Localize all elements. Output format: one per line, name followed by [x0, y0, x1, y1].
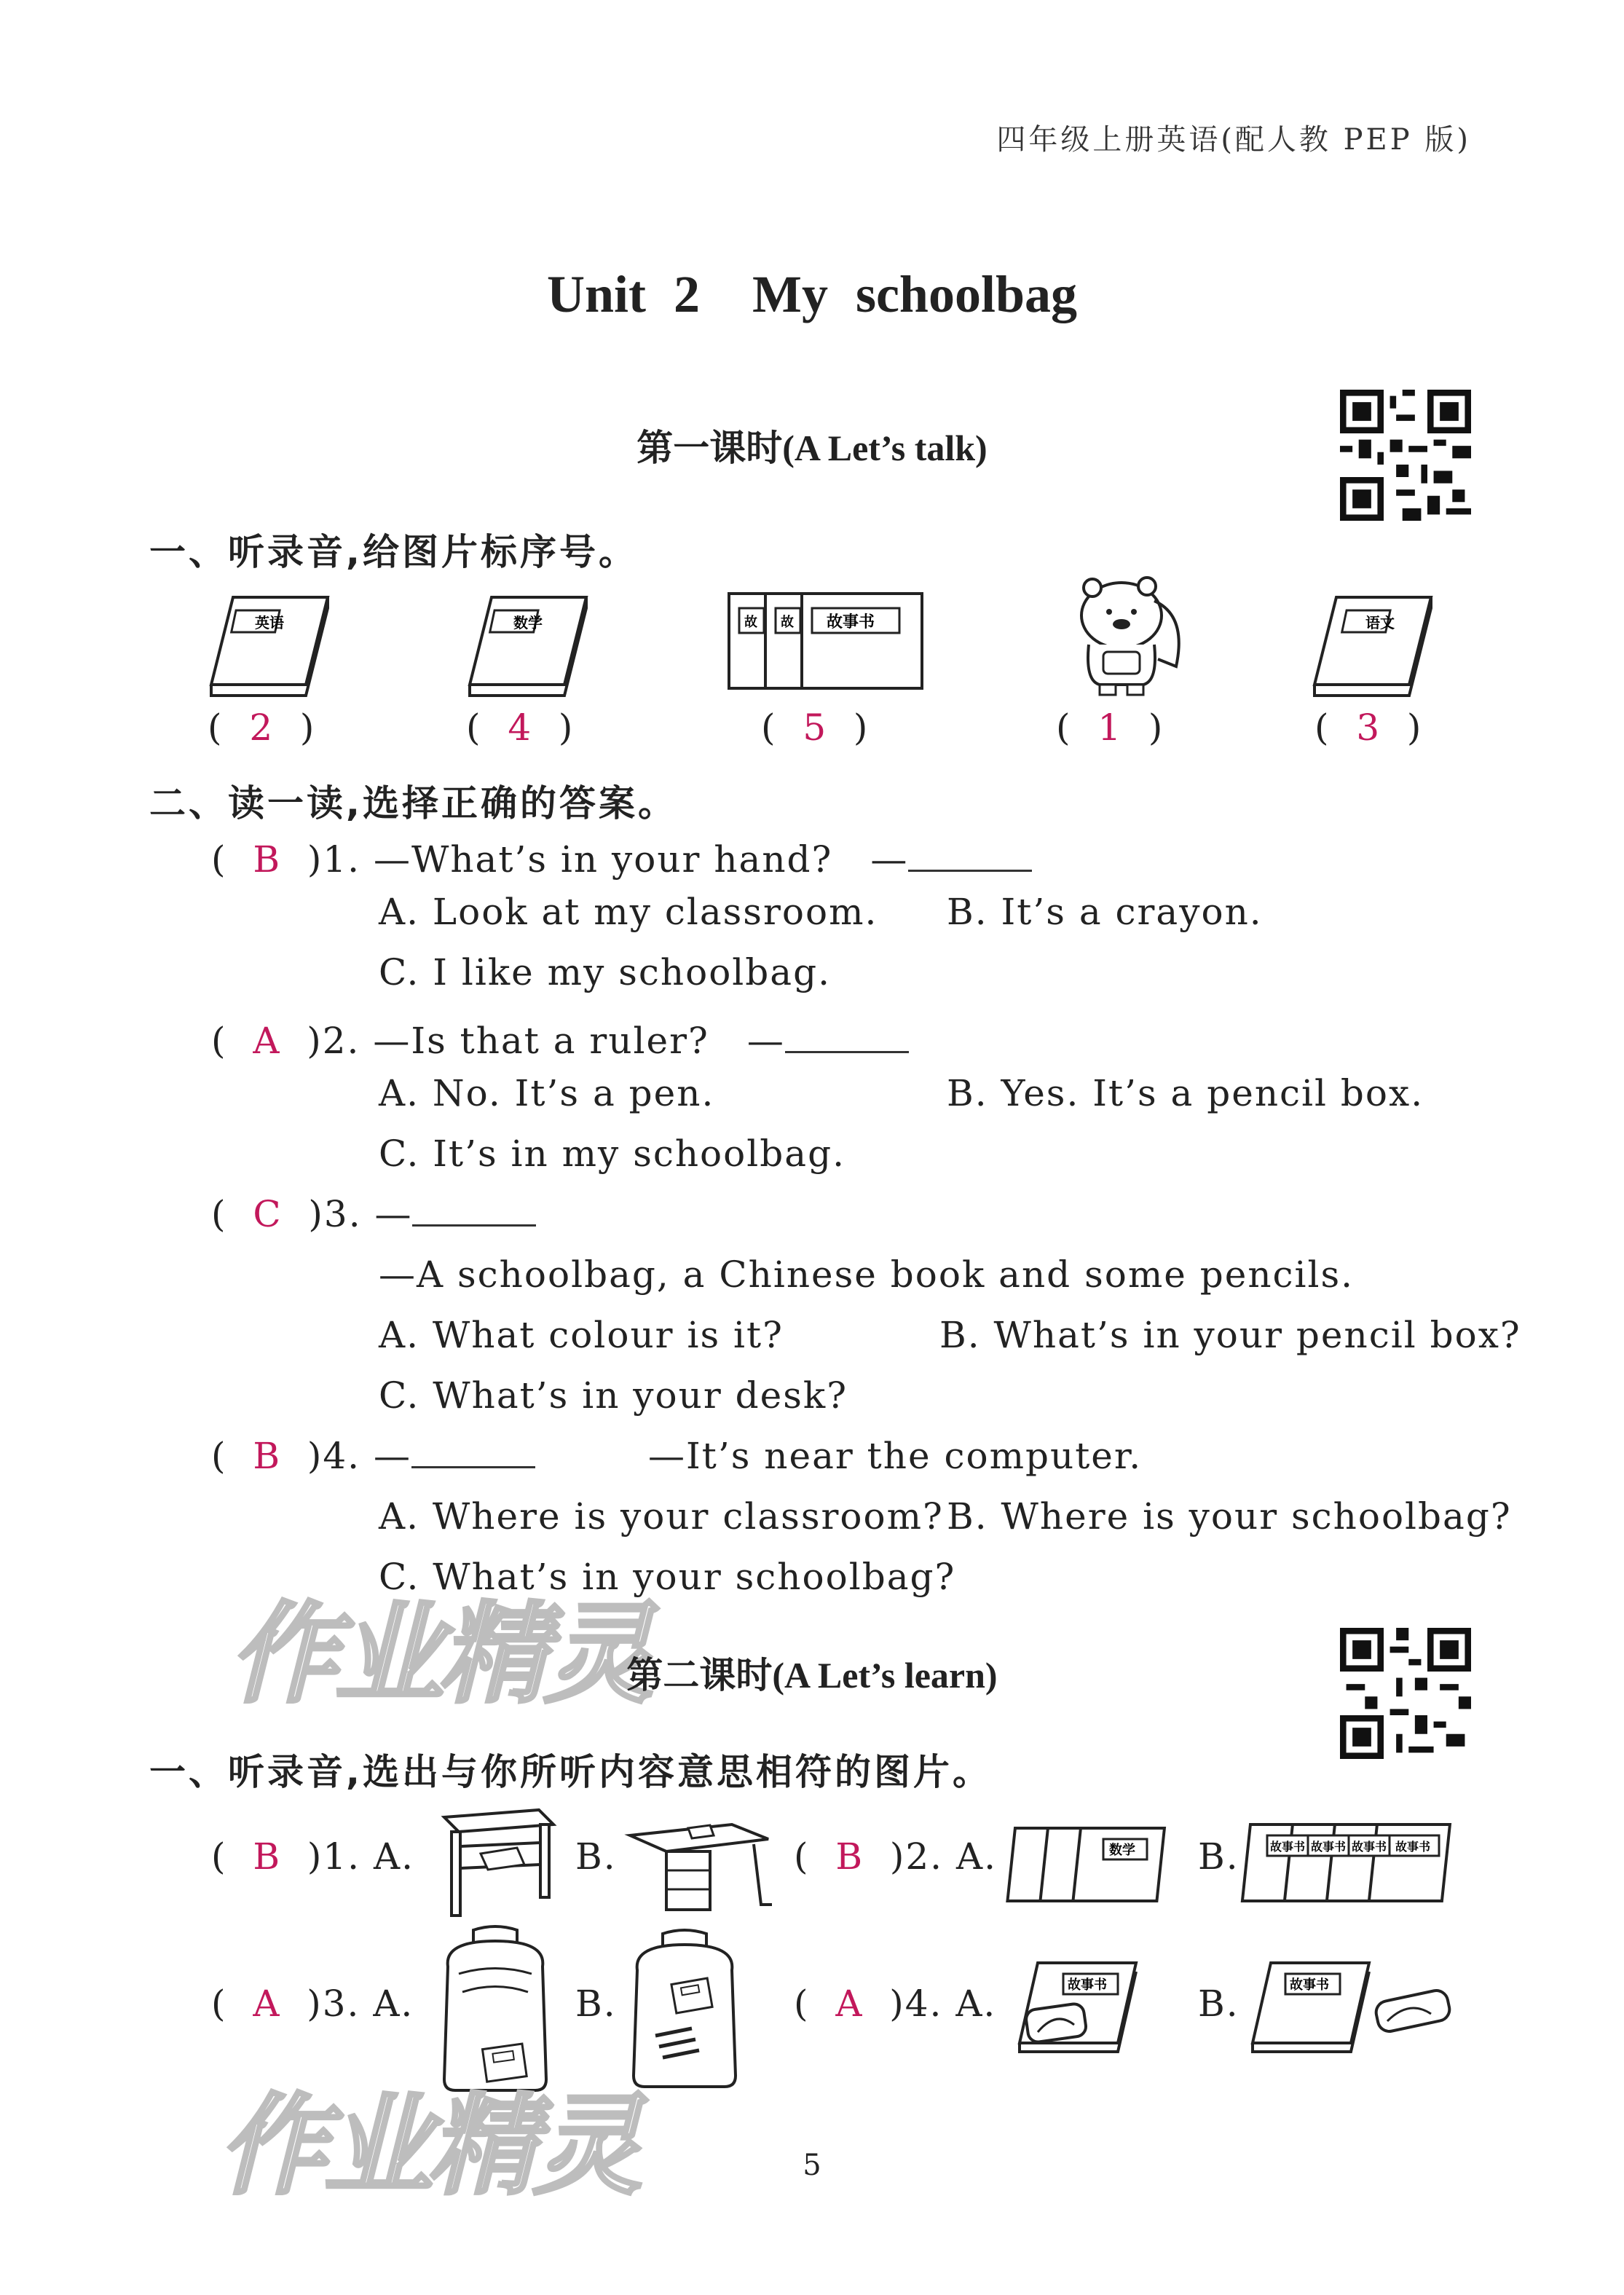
paren-open: (	[211, 1835, 227, 1878]
option-b: B. It’s a crayon.	[947, 891, 1263, 933]
answer-blank[interactable]	[412, 1197, 536, 1227]
question-stem: )2. —Is that a ruler? —	[307, 1020, 785, 1062]
question-3-reply: —A schoolbag, a Chinese book and some pencils.	[379, 1253, 1355, 1296]
option-c: C. It’s in my schoolbag.	[379, 1133, 845, 1175]
paren-open: (	[466, 706, 482, 749]
question-label: )2. A.	[889, 1835, 997, 1878]
answer-value[interactable]: B	[253, 1435, 282, 1477]
paren-close: )	[558, 706, 575, 749]
chinese-book-picture	[1307, 590, 1438, 699]
story-spine-label: 故	[781, 615, 794, 630]
english-book-label: 英语	[255, 614, 284, 631]
picture-question-3	[211, 1983, 414, 2025]
paren-open: (	[211, 1020, 227, 1062]
option-c: C. I like my schoolbag.	[379, 951, 831, 993]
story-book-label: 故事书	[1068, 1977, 1107, 1993]
option-a: A. Look at my classroom.	[379, 891, 878, 933]
story-book-label: 故事书	[1290, 1977, 1329, 1993]
paren-open: (	[211, 1983, 227, 2025]
paren-close: )	[299, 706, 316, 749]
question-2	[211, 1012, 909, 1064]
answer-value: 4	[508, 706, 533, 749]
answer-slot[interactable]	[208, 706, 315, 749]
math-book-picture	[462, 590, 594, 699]
read-choose-heading: 二、读一读,选择正确的答案。	[149, 782, 677, 824]
answer-value: 3	[1356, 706, 1381, 749]
answer-slot[interactable]	[1314, 706, 1422, 749]
english-book-picture	[204, 590, 335, 699]
paren-open: (	[211, 1193, 227, 1235]
answer-value[interactable]: A	[253, 1020, 281, 1062]
answer-value: 5	[803, 706, 828, 749]
story-book-label: 故事书	[1395, 1840, 1431, 1854]
math-book-label: 数学	[513, 614, 543, 631]
unit-title: Unit 2 My schoolbag	[546, 265, 1078, 323]
book-series-header: 四年级上册英语(配人教 PEP 版)	[996, 123, 1471, 157]
option-b: B. What’s in your pencil box?	[939, 1314, 1521, 1356]
option-b: B. Yes. It’s a pencil box.	[947, 1072, 1424, 1114]
paren-open: (	[208, 706, 224, 749]
answer-blank[interactable]	[785, 1023, 909, 1053]
page-number: 5	[803, 2149, 821, 2182]
watermark: 作业精灵	[229, 1591, 650, 1718]
answer-value[interactable]: B	[835, 1835, 864, 1878]
answer-value[interactable]: A	[835, 1983, 864, 2025]
answer-slot[interactable]	[1056, 706, 1164, 749]
option-c: C. What’s in your schoolbag?	[379, 1556, 956, 1598]
paren-close: )	[1148, 706, 1164, 749]
option-b-label: B.	[575, 1983, 617, 2025]
story-book-label: 故事书	[827, 613, 875, 631]
paren-close: )	[853, 706, 870, 749]
option-a: A. No. It’s a pen.	[379, 1072, 715, 1114]
story-book-with-pencil-box-picture[interactable]	[1012, 1956, 1143, 2058]
answer-value[interactable]: B	[253, 1835, 282, 1878]
story-book-label: 故事书	[1352, 1840, 1387, 1854]
question-label: )4. A.	[889, 1983, 997, 2025]
bear-schoolbag-picture	[1060, 572, 1191, 699]
answer-blank[interactable]	[411, 1438, 535, 1468]
lesson-2-title: 第二课时(A Let’s learn)	[626, 1655, 998, 1696]
paren-close: )	[1406, 706, 1423, 749]
schoolbag-with-pencils-picture[interactable]	[623, 1926, 746, 2094]
story-book-label: 故事书	[1270, 1840, 1306, 1854]
question-label: )3. A.	[307, 1983, 414, 2025]
story-spine-label: 故	[744, 615, 757, 630]
answer-value[interactable]: B	[253, 838, 282, 881]
story-books-picture	[725, 586, 929, 699]
picture-question-4	[794, 1983, 996, 2025]
listen-choose-heading: 一、听录音,选出与你所听内容意思相符的图片。	[149, 1751, 992, 1793]
option-a: A. Where is your classroom?	[379, 1495, 944, 1538]
listen-order-heading: 一、听录音,给图片标序号。	[149, 531, 638, 573]
paren-open: (	[211, 838, 227, 881]
option-b-label: B.	[575, 1835, 617, 1878]
story-books-stack-picture[interactable]	[1245, 1817, 1457, 1908]
paren-open: (	[1314, 706, 1331, 749]
question-4-reply: —It’s near the computer.	[648, 1435, 1143, 1477]
question-4	[211, 1435, 535, 1477]
option-b-label: B.	[1198, 1835, 1239, 1878]
story-book-label: 故事书	[1311, 1840, 1347, 1854]
question-label: )1. A.	[307, 1835, 414, 1878]
watermark: 作业精灵	[218, 2083, 639, 2210]
lesson-1-title: 第一课时(A Let’s talk)	[636, 428, 988, 468]
question-1	[211, 830, 1032, 883]
question-stem: )3. —	[308, 1193, 413, 1235]
option-a: A. What colour is it?	[379, 1314, 784, 1356]
story-book-and-pencil-box-picture[interactable]	[1245, 1956, 1457, 2058]
option-b: B. Where is your schoolbag?	[947, 1495, 1512, 1538]
paren-open: (	[761, 706, 777, 749]
answer-value[interactable]: A	[253, 1983, 281, 2025]
option-b-label: B.	[1198, 1983, 1239, 2025]
question-stem: )1. —What’s in your hand? —	[307, 838, 909, 881]
question-stem: )4. —	[307, 1435, 411, 1477]
chinese-book-label: 语文	[1365, 614, 1395, 631]
answer-value: 2	[249, 706, 275, 749]
question-3	[211, 1193, 536, 1235]
office-desk-picture[interactable]	[623, 1806, 776, 1916]
picture-question-2	[794, 1835, 997, 1878]
paren-open: (	[1056, 706, 1072, 749]
paren-open: (	[211, 1435, 227, 1477]
answer-value: 1	[1097, 706, 1123, 749]
picture-question-1	[211, 1835, 414, 1878]
answer-value[interactable]: C	[253, 1193, 283, 1235]
answer-blank[interactable]	[908, 842, 1032, 872]
math-book-label: 数学	[1109, 1843, 1135, 1858]
desk-with-book-picture[interactable]	[430, 1803, 561, 1919]
answer-slot[interactable]	[466, 706, 574, 749]
answer-slot[interactable]	[761, 706, 869, 749]
paren-open: (	[794, 1835, 810, 1878]
option-c: C. What’s in your desk?	[379, 1374, 848, 1417]
paren-open: (	[794, 1983, 810, 2025]
math-books-picture[interactable]	[1012, 1821, 1172, 1908]
